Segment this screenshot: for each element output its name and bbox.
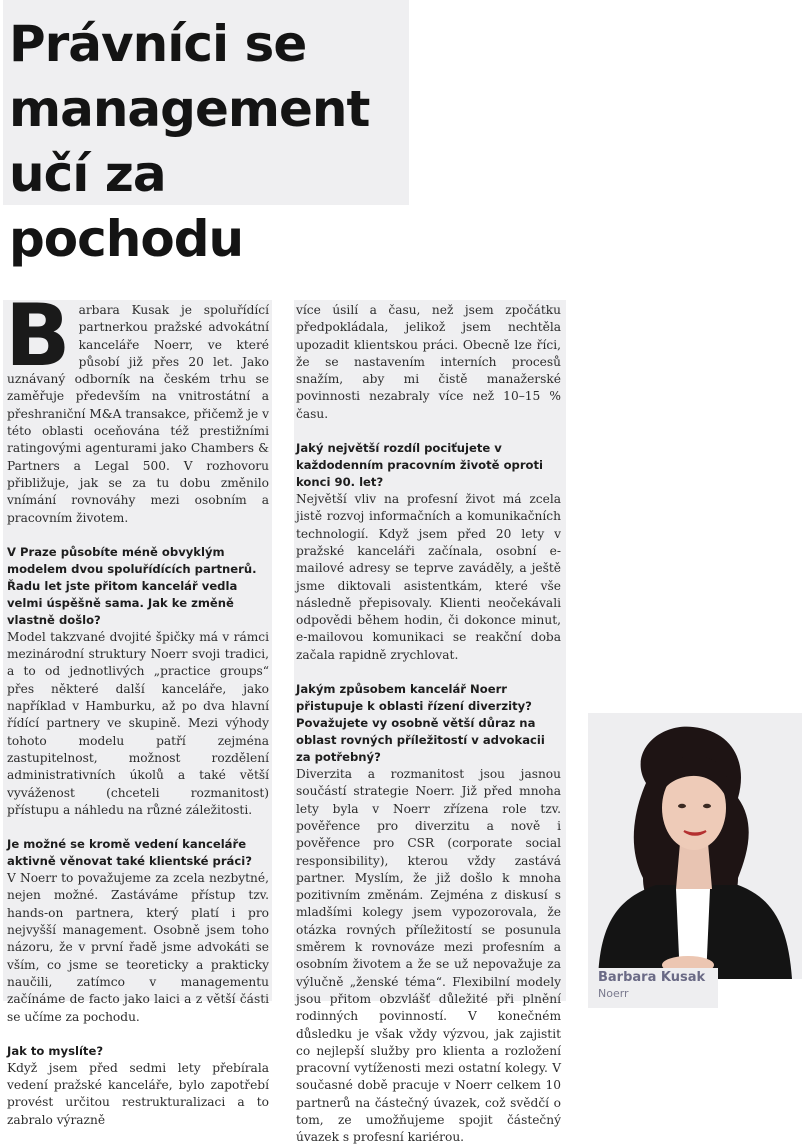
intro-paragraph — [5, 286, 269, 527]
title-box — [3, 0, 409, 268]
answer-4: Největší vliv na profesní život má zcela jistě rozvoj informačních a komunikačních technologií. Když jsem před 20 lety v pražské kanceláři začínala, osobní e-mailové adresy se teprve zaváděly, a ještě jsme diktovali asistentkám, které vše následně přepisovaly. Klienti neočekávali odpovědi během hodin, či dokonce minut, e-mailovou komunikaci se reakční doba začala rapidně zrychlovat. — [296, 492, 561, 662]
portrait-photo — [588, 713, 802, 979]
article-column-2 — [294, 300, 566, 1145]
question-3: Jak to myslíte? — [7, 1043, 104, 1058]
title-line-3: učí za pochodu — [9, 145, 244, 268]
answer-2: V Noerr to považujeme za zcela nezbytné, nejen možné. Zastáváme přístup tzv. hands-on partnera, který platí i pro nejvyšší management. Osobně jsem toho názoru, že v první řadě jsme advokáti se vším, co jsme se teoreticky a prakticky naučili, zatímco v managementu začínáme de facto jako laici a z větší části se učíme za pochodu. — [7, 871, 269, 1024]
caption-organization: Noerr — [598, 987, 629, 1000]
answer-3: Když jsem před sedmi lety přebírala vedení pražské kanceláře, bylo zapotřebí provést určitou restrukturalizaci a to zabralo výrazně — [7, 1060, 269, 1127]
question-4: Jaký největší rozdíl pociťujete v každodenním pracovním životě oproti konci 90. let? — [296, 441, 544, 490]
intro-text: arbara Kusak je spoluřídící partnerkou pražské advokátní kanceláře Noerr, ve které působí již přes 20 let. Jako uznávaný odborník na českém trhu se zaměřuje především na vnitrostátní a přeshraniční M&A transakce, přičemž je v této oblasti oceňována též prestižními ratingovými agenturami jako Chambers & Partners a Legal 500. V rozhovoru přibližuje, jak se za tu dobu změnilo vnímání rovnováhy mezi osobním a pracovním životem. — [7, 303, 269, 525]
title-line-1: Právníci se — [9, 15, 307, 73]
photo-caption — [588, 968, 718, 1008]
drop-cap: B — [5, 286, 71, 386]
article-column-1 — [3, 286, 272, 1127]
answer-1: Model takzvané dvojité špičky má v rámci mezinárodní struktury Noerr svoji tradici, a to od jednotlivých „practice groups“ přes některé další kanceláře, jako například v Hamburku, až po dva hlavní řídící partnery ve skupině. Mezi výhody tohoto modelu patří zejména zastupitelnost, možnost rozdělení administrativních úkolů a také větší vyváženost (chceteli rozmanitost) přístupu a náhledu na různé záležitosti. — [7, 629, 269, 817]
question-5: Jakým způsobem kancelář Noerr přistupuje k oblasti řízení diverzity? Považujete vy osobně větší důraz na oblast rovných příležitostí v advokacii za potřebný? — [296, 682, 545, 765]
title-line-2: management — [9, 80, 370, 138]
portrait-illustration — [588, 713, 802, 979]
caption-name: Barbara Kusak — [598, 970, 706, 985]
answer-5: Diverzita a rozmanitost jsou jasnou součástí strategie Noerr. Již před mnoha lety byla v Noerr zřízena role tzv. pověřence pro diverzitu a nově i pověřence pro CSR (corporate social responsibility), kterou vždy zastává partner. Myslím, že již došlo k mnoha pozitivním změnám. Zejména z diskusí s mladšími kolegy jsem vypozorovala, že otázka rovných příležitostí se posunula směrem k rovnováze mezi profesním a osobním životem a že se už nepovažuje za výlučně „ženské téma“. Flexibilní modely jsou přitom obzvlášť důležité při plnění rodinných povinností. V konečném důsledku je však vždy výzvou, jak zajistit co nejlepší služby pro klienta a rozložení pracovní vytíženosti mezi ostatní kolegy. V současné době pracuje v Noerr celkem 10 partnerů na částečný úvazek, což svědčí o tom, ze umožňujeme spojit částečný úvazek s profesní kariérou. — [296, 767, 561, 1145]
question-2: Je možné se kromě vedení kanceláře aktivně věnovat také klientské práci? — [7, 837, 252, 869]
article-title — [9, 12, 409, 272]
question-1: V Praze působíte méně obvyklým modelem dvou spoluřídících partnerů. Řadu let jste přitom kancelář vedla velmi úspěšně sama. Jak ke změně vlastně došlo? — [7, 544, 257, 627]
answer-3-continued: více úsilí a času, než jsem zpočátku předpokládala, jelikož jsem nechtěla upozadit klientskou práci. Obecně lze říci, že se nastavením interních procesů snažím, aby mi čistě manažerské povinnosti nezabraly více než 10–15 % času. — [296, 303, 561, 421]
